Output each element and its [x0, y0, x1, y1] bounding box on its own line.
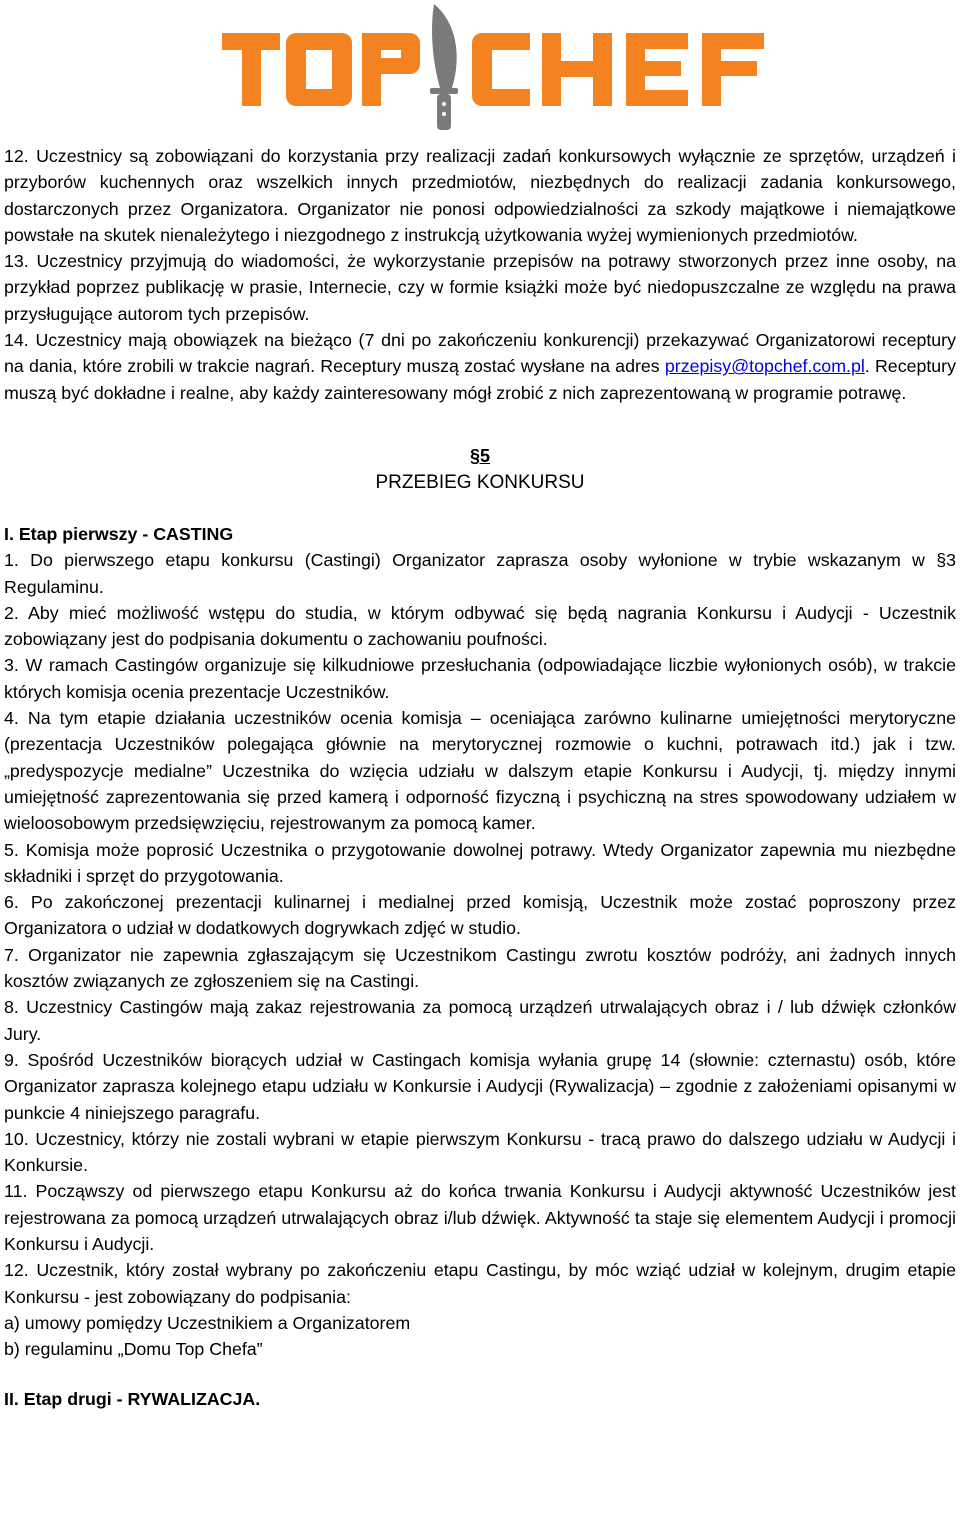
stage-one-item-1: 1. Do pierwszego etapu konkursu (Castingi) Organizator zaprasza osoby wyłonione w trybie wskazanym w §3 Regulaminu.: [4, 550, 956, 597]
stage-one-item-11: 11. Począwszy od pierwszego etapu Konkursu aż do końca trwania Konkursu i Audycji aktywność Uczestników jest rejestrowana za pomocą urządzeń utrwalających obraz i/lub dźwięk. Aktywność ta staje się elementem Audycji i promocji Konkursu i Audycji.: [4, 1181, 956, 1254]
knife-icon: [430, 4, 458, 130]
top-chef-logo: [0, 0, 960, 140]
stage-one-item-4: 4. Na tym etapie działania uczestników ocenia komisja – oceniająca zarówno kulinarne umiejętności merytoryczne (prezentacja Uczestników polegająca głównie na merytorycznej rozmowie o kuchni, potrawach itd.) jak i tzw. „predyspozycje medialne” Uczestnika do wzięcia udziału w dalszym etapie Konkursu i Audycji, tj. między innymi umiejętność zaprezentowania się przed kamerą i odporność fizyczną i psychiczną na stres spowodowany udziałem w wieloosobowym przedsięwzięciu, rejestrowanym za pomocą kamer.: [4, 708, 956, 834]
email-link[interactable]: przepisy@topchef.com.pl: [664, 356, 865, 377]
logo-top-letters: [222, 33, 420, 106]
top-chef-logo-graphic: [0, 0, 960, 140]
stage-one-sub-item-b: b) regulaminu „Domu Top Chefa”: [4, 1339, 263, 1360]
stage-one-item-3: 3. W ramach Castingów organizuje się kilkudniowe przesłuchania (odpowiadające liczbie wyłonionych osób), w trakcie których komisja ocenia prezentacje Uczestników.: [4, 655, 956, 702]
paragraph-item-13: 13. Uczestnicy przyjmują do wiadomości, że wykorzystanie przepisów na potrawy stworzonych przez inne osoby, na przykład poprzez publikację w prasie, Internecie, czy w formie książki może być niedopuszczalne ze względu na prawa przysługujące autorom tych przepisów.: [4, 251, 956, 324]
paragraph-item-14: 14. Uczestnicy mają obowiązek na bieżąco (7 dni po zakończeniu konkurencji) przekazywać Organizatorowi receptury na dania, które zrobili w trakcie nagrań. Receptury muszą zostać wysłane na adres przepisy@topchef.com.pl. Receptury muszą być dokładne i realne, aby każdy zainteresowany mógł zrobić z nich zaprezentowaną w programie potrawę.: [4, 330, 956, 403]
stage-one-item-2: 2. Aby mieć możliwość wstępu do studia, w którym odbywać się będą nagrania Konkursu i Audycji - Uczestnik zobowiązany jest do podpisania dokumentu o zachowaniu poufności.: [4, 602, 956, 650]
document-body: [4, 143, 956, 1413]
stage-one-sub-item-a: a) umowy pomiędzy Uczestnikiem a Organizatorem: [4, 1312, 411, 1333]
paragraph-item-12: 12. Uczestnicy są zobowiązani do korzystania przy realizacji zadań konkursowych wyłącznie ze sprzętów, urządzeń i przyborów kuchennych oraz wszelkich innych przedmiotów, niezbędnych do realizacji zadania konkursowego, dostarczonych przez Organizatora. Organizator nie ponosi odpowiedzialności za szkody majątkowe i niemajątkowe powstałe na skutek nienależytego i niezgodnego z instrukcją użytkowania wyżej wymienionych przedmiotów.: [4, 146, 956, 245]
stage-one-heading: I. Etap pierwszy - CASTING: [4, 523, 234, 544]
section-heading: [4, 443, 956, 497]
stage-one-item-10: 10. Uczestnicy, którzy nie zostali wybrani w etapie pierwszym Konkursu - tracą prawo do dalszego udziału w Audycji i Konkursie.: [4, 1128, 956, 1176]
stage-one-item-12: 12. Uczestnik, który został wybrany po zakończeniu etapu Castingu, by móc wziąć udział w kolejnym, drugim etapie Konkursu - jest zobowiązany do podpisania:: [4, 1260, 956, 1307]
stage-one-item-8: 8. Uczestnicy Castingów mają zakaz rejestrowania za pomocą urządzeń utrwalających obraz i / lub dźwięk członków Jury.: [4, 997, 956, 1044]
stage-one-item-9: 9. Spośród Uczestników biorących udział w Castingach komisja wyłania grupę 14 (słownie: czternastu) osób, które Organizator zaprasza kolejnego etapu udziału w Konkursie i Audycji (Rywalizacja) – zgodnie z założeniami opisanymi w punkcie 4 niniejszego paragrafu.: [4, 1049, 956, 1123]
stage-two-heading: II. Etap drugi - RYWALIZACJA.: [4, 1389, 261, 1410]
stage-one-item-7: 7. Organizator nie zapewnia zgłaszającym się Uczestnikom Castingu zwrotu kosztów podróży, ani żadnych innych kosztów związanych ze zgłoszeniem się na Castingi.: [4, 944, 956, 992]
logo-chef-letters: [472, 33, 764, 106]
section-title: PRZEBIEG KONKURSU: [375, 471, 585, 493]
stage-one-item-6: 6. Po zakończonej prezentacji kulinarnej i medialnej przed komisją, Uczestnik może zostać poproszony przez Organizatora o udział w dodatkowych dogrywkach zdjęć w studio.: [4, 892, 956, 939]
section-number: §5: [469, 445, 491, 466]
stage-one-item-5: 5. Komisja może poprosić Uczestnika o przygotowanie dowolnej potrawy. Wtedy Organizator zapewnia mu niezbędne składniki i sprzęt do przygotowania.: [4, 839, 956, 886]
